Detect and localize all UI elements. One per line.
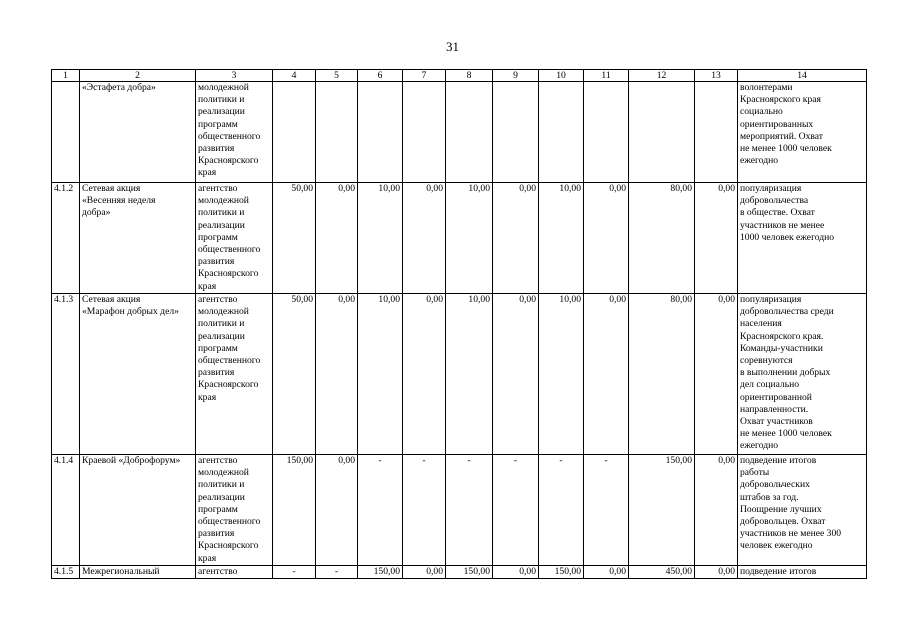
value-cell: -: [316, 566, 358, 579]
value-cell: 80,00: [629, 294, 695, 455]
value-cell: 0,00: [493, 566, 539, 579]
responsible-agency: агентство: [196, 566, 273, 579]
value-cell: [493, 82, 539, 183]
value-cell: 0,00: [403, 183, 446, 294]
expected-result: подведение итогов: [738, 566, 867, 579]
column-header: 14: [738, 70, 867, 82]
expected-result: популяризация добровольчества в обществе. Охват участников не менее 1000 человек ежегодно: [738, 183, 867, 294]
table-row: [52, 294, 867, 455]
event-name: «Эстафета добра»: [80, 82, 196, 183]
column-header: 1: [52, 70, 80, 82]
value-cell: -: [403, 455, 446, 566]
value-cell: 450,00: [629, 566, 695, 579]
page-number: 31: [446, 39, 459, 54]
value-cell: -: [358, 455, 403, 566]
column-header: 6: [358, 70, 403, 82]
responsible-agency: агентство молодежной политики и реализации программ общественного развития Красноярского края: [196, 183, 273, 294]
event-name: Краевой «Доброфорум»: [80, 455, 196, 566]
value-cell: 50,00: [273, 294, 316, 455]
value-cell: 80,00: [629, 183, 695, 294]
value-cell: 0,00: [316, 294, 358, 455]
value-cell: [403, 82, 446, 183]
row-number: 4.1.5: [52, 566, 80, 579]
column-header: 11: [584, 70, 629, 82]
value-cell: 10,00: [358, 294, 403, 455]
column-header: 3: [196, 70, 273, 82]
value-cell: -: [584, 455, 629, 566]
table-row: [52, 566, 867, 579]
table-row: [52, 82, 867, 183]
value-cell: -: [273, 566, 316, 579]
header-row: [52, 70, 867, 82]
responsible-agency: молодежной политики и реализации программ общественного развития Красноярского края: [196, 82, 273, 183]
table-row: [52, 183, 867, 294]
responsible-agency: агентство молодежной политики и реализации программ общественного развития Красноярского края: [196, 294, 273, 455]
value-cell: 150,00: [358, 566, 403, 579]
column-header: 7: [403, 70, 446, 82]
value-cell: [584, 82, 629, 183]
event-name: Межрегиональный: [80, 566, 196, 579]
value-cell: 0,00: [695, 455, 738, 566]
value-cell: 150,00: [273, 455, 316, 566]
value-cell: 0,00: [695, 183, 738, 294]
expected-result: волонтерами Красноярского края социально ориентированных мероприятий. Охват не менее 1000 человек ежегодно: [738, 82, 867, 183]
value-cell: 10,00: [539, 294, 584, 455]
value-cell: [316, 82, 358, 183]
value-cell: 150,00: [539, 566, 584, 579]
value-cell: -: [446, 455, 493, 566]
value-cell: 0,00: [403, 566, 446, 579]
row-number: [52, 82, 80, 183]
event-name: Сетевая акция «Марафон добрых дел»: [80, 294, 196, 455]
value-cell: 150,00: [629, 455, 695, 566]
budget-table: [51, 69, 867, 579]
value-cell: 0,00: [493, 183, 539, 294]
expected-result: подведение итогов работы добровольческих штабов за год. Поощрение лучших добровольцев. Охват участников не менее 300 человек ежегодно: [738, 455, 867, 566]
value-cell: 0,00: [316, 183, 358, 294]
expected-result: популяризация добровольчества среди населения Красноярского края. Команды-участники соревнуются в выполнении добрых дел социально ориентированной направленности. Охват участников не менее 1000 человек ежегодно: [738, 294, 867, 455]
value-cell: [695, 82, 738, 183]
value-cell: [358, 82, 403, 183]
value-cell: 10,00: [446, 183, 493, 294]
value-cell: 0,00: [493, 294, 539, 455]
value-cell: 50,00: [273, 183, 316, 294]
value-cell: [273, 82, 316, 183]
row-number: 4.1.2: [52, 183, 80, 294]
value-cell: 10,00: [539, 183, 584, 294]
row-number: 4.1.4: [52, 455, 80, 566]
value-cell: 10,00: [358, 183, 403, 294]
value-cell: -: [539, 455, 584, 566]
column-header: 10: [539, 70, 584, 82]
responsible-agency: агентство молодежной политики и реализации программ общественного развития Красноярского края: [196, 455, 273, 566]
column-header: 4: [273, 70, 316, 82]
value-cell: 0,00: [695, 294, 738, 455]
column-header: 8: [446, 70, 493, 82]
column-header: 9: [493, 70, 539, 82]
value-cell: -: [493, 455, 539, 566]
column-header: 12: [629, 70, 695, 82]
value-cell: [539, 82, 584, 183]
value-cell: 0,00: [584, 294, 629, 455]
value-cell: [446, 82, 493, 183]
table-row: [52, 455, 867, 566]
row-number: 4.1.3: [52, 294, 80, 455]
value-cell: 0,00: [695, 566, 738, 579]
value-cell: 0,00: [403, 294, 446, 455]
value-cell: 10,00: [446, 294, 493, 455]
column-header: 2: [80, 70, 196, 82]
value-cell: 150,00: [446, 566, 493, 579]
value-cell: 0,00: [584, 183, 629, 294]
column-header: 5: [316, 70, 358, 82]
event-name: Сетевая акция «Весенняя неделя добра»: [80, 183, 196, 294]
value-cell: 0,00: [316, 455, 358, 566]
value-cell: 0,00: [584, 566, 629, 579]
column-header: 13: [695, 70, 738, 82]
value-cell: [629, 82, 695, 183]
